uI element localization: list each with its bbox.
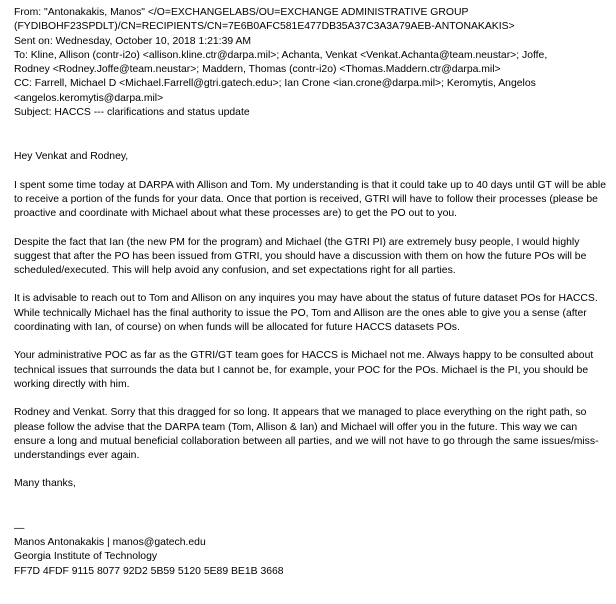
closing: Many thanks,	[14, 478, 76, 490]
paragraph-2: Despite the fact that Ian (the new PM for the program) and Michael (the GTRI PI) are extremely busy people, I would highly suggest that after the PO has been issued from GTRI, you should have a discussion with them on how the future POs will be scheduled/executed. This will help avoid any confusion, and set expectations right for all parties.	[14, 236, 587, 277]
paragraph-5: Rodney and Venkat. Sorry that this dragged for so long. It appears that we managed to place everything on the right path, so please follow the advise that the DARPA team (Tom, Allison & Ian) and Michael will offer you in the future. This way we can ensure a long and mutual beneficial collaboration between all parties, and we will not have to go through the same issues/miss-understandings ever again.	[14, 407, 599, 462]
cc-line: CC: Farrell, Michael D <Michael.Farrell@gtri.gatech.edu>; Ian Crone <ian.crone@darpa.mil>; Keromytis, Angelos	[14, 78, 536, 90]
paragraph-1: I spent some time today at DARPA with Allison and Tom. My understanding is that it could take up to 40 days until GT will be able to receive a portion of the funds for your data. Once that portion is received, GTRI will have to follow their processes (please be proactive and coordinate with Michael about what these processes are) to get the PO out to you.	[14, 179, 606, 220]
signature-name: Manos Antonakakis | manos@gatech.edu	[14, 537, 206, 549]
email-header	[14, 6, 606, 120]
from-line-continued: (FYDIBOHF23SPDLT)/CN=RECIPIENTS/CN=7E6B0AFC581E477DB35A37C3A3A79AEB-ANTONAKAKIS>	[14, 21, 515, 33]
spacer	[14, 120, 606, 150]
signature-org: Georgia Institute of Technology	[14, 551, 158, 563]
subject-line: Subject: HACCS --- clarifications and status update	[14, 107, 250, 119]
signature-fingerprint: FF7D 4FDF 9115 8077 92D2 5B59 5120 5E89 BE1B 3668	[14, 565, 284, 577]
to-line-continued: Rodney <Rodney.Joffe@team.neustar>; Maddern, Thomas (contr-i2o) <Thomas.Maddern.ctr@darpa.mil>	[14, 64, 501, 76]
paragraph-4: Your administrative POC as far as the GTRI/GT team goes for HACCS is Michael not me. Always happy to be consulted about technical issues that surrounds the data but I cannot be, for example, your POC for the POs. Michael is the PI, you should be working directly with him.	[14, 350, 594, 390]
paragraph-3: It is advisable to reach out to Tom and Allison on any inquires you may have about the status of future dataset POs for HACCS. While technically Michael has the final authority to issue the PO, Tom and Allison are the ones able to give you a sense (after coordinating with Ian, of course) on when funds will be allocated for future HACCS datasets POs.	[14, 293, 598, 334]
signature-dash: —	[14, 522, 25, 534]
signature	[14, 522, 606, 579]
from-line: From: "Antonakakis, Manos" </O=EXCHANGELABS/OU=EXCHANGE ADMINISTRATIVE GROUP	[14, 7, 469, 18]
sent-line: Sent on: Wednesday, October 10, 2018 1:21:39 AM	[14, 35, 252, 47]
cc-line-continued: <angelos.keromytis@darpa.mil>	[14, 92, 164, 104]
to-line: To: Kline, Allison (contr-i2o) <allison.kline.ctr@darpa.mil>; Achanta, Venkat <Venkat.Achanta@team.neustar>; Joffe,	[14, 49, 548, 61]
email-body	[14, 150, 606, 491]
greeting: Hey Venkat and Rodney,	[14, 151, 129, 163]
